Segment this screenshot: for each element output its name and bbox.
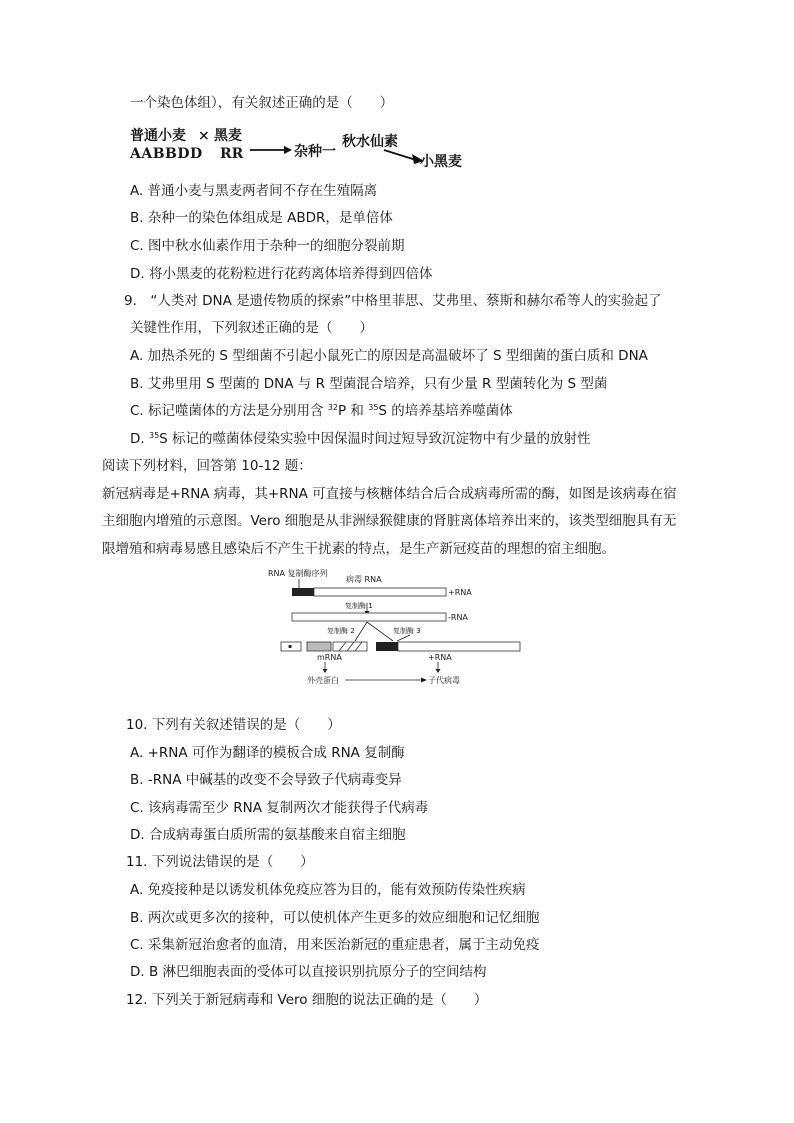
hybrid-label: 杂种一 bbox=[294, 144, 336, 160]
replicase-1-label: 复制酶 1 bbox=[345, 602, 373, 610]
q10-stem: 10. 下列有关叙述错误的是（ ） bbox=[126, 717, 341, 733]
q8-option-d: D. 将小黑麦的花粉粒进行花药离体培养得到四倍体 bbox=[130, 266, 433, 282]
wheat-label: 普通小麦 bbox=[130, 128, 186, 144]
triticale-label: 小黑麦 bbox=[420, 154, 462, 170]
material-para-line1: 新冠病毒是+RNA 病毒，其+RNA 可直接与核糖体结合后合成病毒所需的酶，如图是该病毒在宿 bbox=[102, 486, 677, 502]
q11-option-c: C. 采集新冠治愈者的血清，用来医治新冠的重症患者，属于主动免疫 bbox=[130, 937, 540, 953]
plus-rna-label: +RNA bbox=[448, 588, 472, 597]
rna-replicase-seq-label: RNA 复制酶序列 bbox=[268, 569, 328, 578]
q10-option-a: A. +RNA 可作为翻译的模板合成 RNA 复制酶 bbox=[130, 745, 405, 761]
q12-stem: 12. 下列关于新冠病毒和 Vero 细胞的说法正确的是（ ） bbox=[126, 992, 488, 1008]
capsid-protein-label: 外壳蛋白 bbox=[307, 676, 339, 685]
q10-option-c: C. 该病毒需至少 RNA 复制两次才能获得子代病毒 bbox=[130, 800, 429, 816]
mrna-block-gray bbox=[307, 642, 331, 651]
q11-stem: 11. 下列说法错误的是（ ） bbox=[126, 854, 314, 870]
viral-rna-label: 病毒 RNA bbox=[346, 575, 382, 584]
q8-option-c: C. 图中秋水仙素作用于杂种一的细胞分裂前期 bbox=[130, 238, 405, 254]
replicase-2-label: 复制酶 2 bbox=[327, 627, 355, 635]
plus-rna-2-label: +RNA bbox=[428, 653, 452, 662]
wheat-cross-diagram bbox=[128, 124, 488, 174]
replicase-seq-block bbox=[292, 588, 314, 596]
q9-stem-line2: 关键性作用，下列叙述正确的是（ ） bbox=[130, 320, 373, 336]
q11-option-b: B. 两次或更多次的接种，可以使机体产生更多的效应细胞和记忆细胞 bbox=[130, 910, 540, 926]
replicase-3-label: 复制酶 3 bbox=[393, 627, 421, 635]
q10-option-d: D. 合成病毒蛋白质所需的氨基酸来自宿主细胞 bbox=[130, 827, 406, 843]
progeny-plus-rna-strand bbox=[398, 642, 520, 651]
minus-rna-strand bbox=[292, 613, 446, 621]
q9-option-d: D. $^{35}$S 标记的噬菌体侵染实验中因保温时间过短导致沉淀物中有少量的放射性 bbox=[130, 431, 591, 447]
q11-option-a: A. 免疫接种是以诱发机体免疫应答为目的，能有效预防传染性疾病 bbox=[130, 882, 526, 898]
rye-label: 黑麦 bbox=[214, 128, 242, 144]
cross-symbol: × bbox=[198, 128, 210, 144]
virus-replication-diagram bbox=[268, 562, 535, 692]
q10-option-b: B. -RNA 中碱基的改变不会导致子代病毒变异 bbox=[130, 772, 402, 788]
q9-stem-line1: 9. “人类对 DNA 是遗传物质的探索”中格里菲思、艾弗里、蔡斯和赫尔希等人的实验起了 bbox=[124, 293, 662, 309]
material-para-line3: 限增殖和病毒易感且感染后不产生干扰素的特点，是生产新冠疫苗的理想的宿主细胞。 bbox=[102, 541, 615, 557]
material-intro: 阅读下列材料，回答第 10-12 题： bbox=[102, 458, 312, 474]
q8-option-b: B. 杂种一的染色体组成是 ABDR，是单倍体 bbox=[130, 210, 393, 226]
rye-genome: RR bbox=[220, 146, 244, 162]
colchicine-label: 秋水仙素 bbox=[342, 134, 398, 150]
wheat-genome: AABBDD bbox=[130, 146, 203, 162]
q11-option-d: D. B 淋巴细胞表面的受体可以直接识别抗原分子的空间结构 bbox=[130, 964, 487, 980]
q9-option-c: C. 标记噬菌体的方法是分别用含 $^{32}$P 和 $^{35}$S 的培养基培养噬菌体 bbox=[130, 403, 513, 419]
q8-stem-tail: 一个染色体组），有关叙述正确的是（ ） bbox=[130, 95, 394, 111]
plus-rna-strand bbox=[314, 588, 446, 596]
q9-option-a: A. 加热杀死的 S 型细菌不引起小鼠死亡的原因是高温破坏了 S 型细菌的蛋白质和 DNA bbox=[130, 348, 648, 364]
q8-option-a: A. 普通小麦与黑麦两者间不存在生殖隔离 bbox=[130, 183, 378, 199]
progeny-virus-label: 子代病毒 bbox=[428, 676, 460, 685]
progeny-replicase-block bbox=[376, 642, 398, 651]
material-para-line2: 主细胞内增殖的示意图。Vero 细胞是从非洲绿猴健康的肾脏离体培养出来的，该类型细胞具有无 bbox=[102, 513, 677, 529]
mrna-label: mRNA bbox=[317, 653, 342, 662]
q9-option-b: B. 艾弗里用 S 型菌的 DNA 与 R 型菌混合培养，只有少量 R 型菌转化为 S 型菌 bbox=[130, 376, 608, 392]
minus-rna-label: -RNA bbox=[448, 613, 468, 622]
